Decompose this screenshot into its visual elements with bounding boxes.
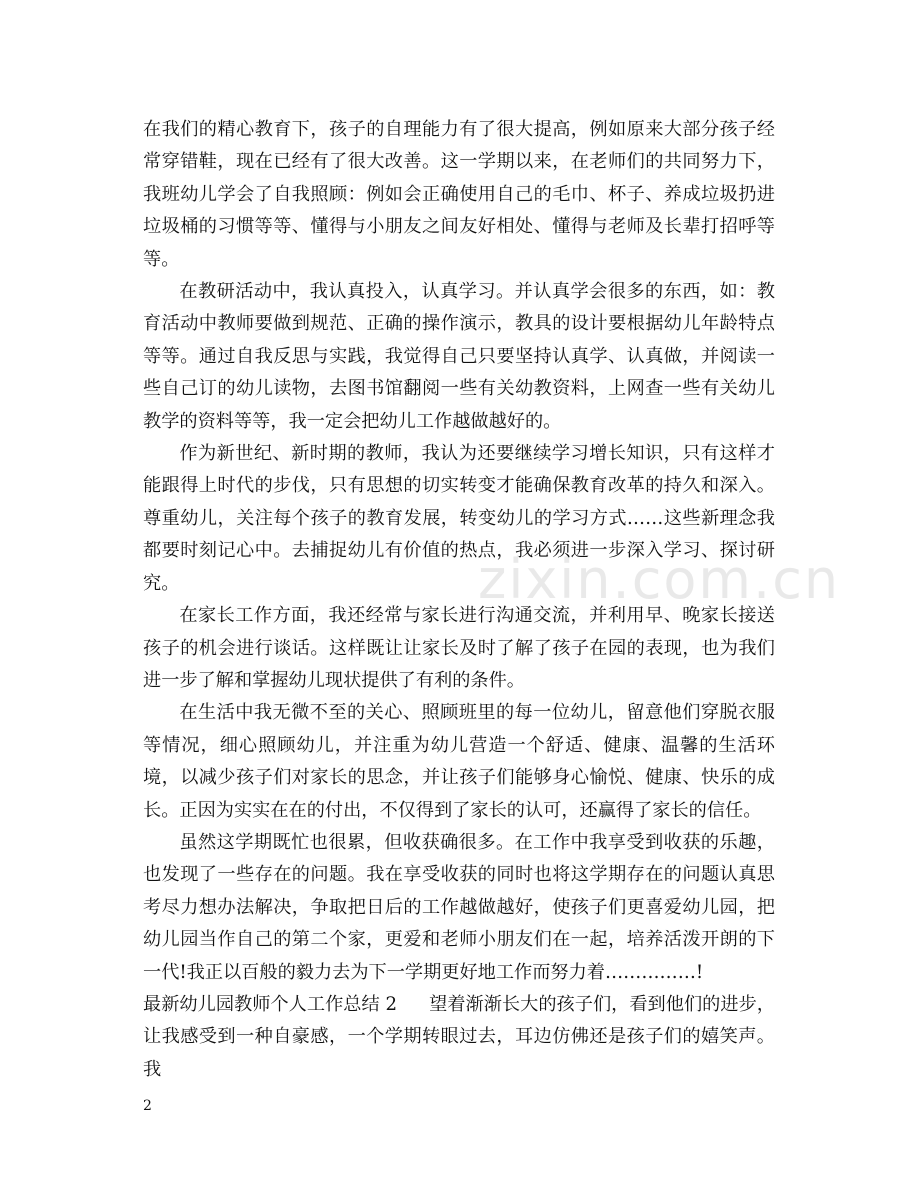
section-title: 最新幼儿园教师个人工作总结 2 — [143, 993, 398, 1015]
paragraph-parent-work: 在家长工作方面，我还经常与家长进行沟通交流，并利用早、晚家长接送孩子的机会进行谈话。这样既让让家长及时了解了孩子在园的表现，也为我们进一步了解和掌握幼儿现状提供了有利的条件。 — [143, 605, 775, 691]
paragraph-conclusion: 虽然这学期既忙也很累，但收获确很多。在工作中我享受到收获的乐趣，也发现了一些存在的问题。我在享受收获的同时也将这学期存在的问题认真思考尽力想办法解决，争取把日后的工作越做越好，使孩子们更喜爱幼儿园，把幼儿园当作自己的第二个家，更爱和老师小朋友们在一起，培养活泼开朗的下一代!我正以百般的毅力去为下一学期更好地工作而努力着……………! — [143, 831, 775, 983]
paragraph-self-care: 在我们的精心教育下，孩子的自理能力有了很大提高，例如原来大部分孩子经常穿错鞋，现在已经有了很大改善。这一学期以来，在老师们的共同努力下，我班幼儿学会了自我照顾：例如会正确使用自己的毛巾、杯子、养成垃圾扔进垃圾桶的习惯等等、懂得与小朋友之间友好相处、懂得与老师及长辈打招呼等等。 — [143, 119, 775, 270]
page-number: 2 — [143, 1098, 152, 1114]
paragraph-new-era-teacher: 作为新世纪、新时期的教师，我认为还要继续学习增长知识，只有这样才能跟得上时代的步伐，只有思想的切实转变才能确保教育改革的持久和深入。尊重幼儿，关注每个孩子的教育发展，转变幼儿的学习方式……这些新理念我都要时刻记心中。去捕捉幼儿有价值的热点，我必须进一步深入学习、探讨研究。 — [143, 443, 775, 594]
body-text — [143, 114, 775, 1086]
section-intro-text: 望着渐渐长大的孩子们，看到他们的进步，让我感受到一种自豪感，一个学期转眼过去，耳边仿佛还是孩子们的嬉笑声。我 — [143, 993, 775, 1080]
watermark: zixin.com.cn — [478, 548, 841, 611]
paragraph-teaching-research: 在教研活动中，我认真投入，认真学习。并认真学会很多的东西，如：教育活动中教师要做到规范、正确的操作演示，教具的设计要根据幼儿年龄特点等等。通过自我反思与实践，我觉得自己只要坚持认真学、认真做，并阅读一些自己订的幼儿读物，去图书馆翻阅一些有关幼教资料，上网查一些有关幼儿教学的资料等等，我一定会把幼儿工作越做越好的。 — [143, 281, 775, 432]
section-heading-line — [143, 989, 775, 1086]
paragraph-daily-care: 在生活中我无微不至的关心、照顾班里的每一位幼儿，留意他们穿脱衣服等情况，细心照顾幼儿，并注重为幼儿营造一个舒适、健康、温馨的生活环境，以减少孩子们对家长的思念，并让孩子们能够身心愉悦、健康、快乐的成长。正因为实实在在的付出，不仅得到了家长的认可，还赢得了家长的信任。 — [143, 702, 775, 821]
